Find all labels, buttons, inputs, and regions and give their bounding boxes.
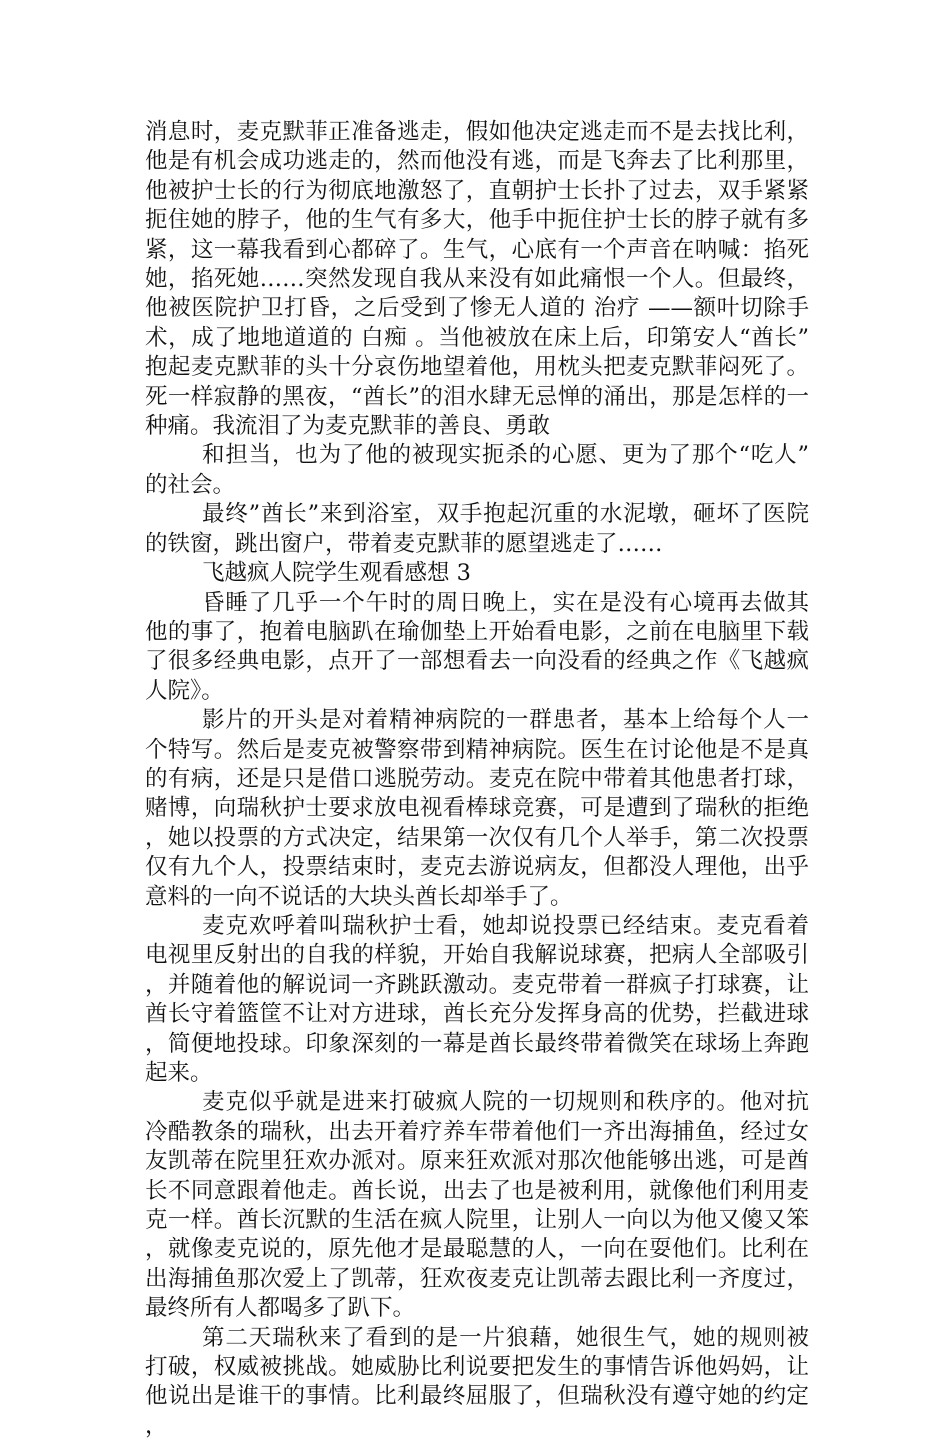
paragraph-8: 第二天瑞秋来了看到的是一片狼藉，她很生气，她的规则被打破，权威被挑战。她威胁比利说要把发生的事情告诉他妈妈，让他说出是谁干的事情。比利最终屈服了，但瑞秋没有遵守她的约定， — [145, 1324, 809, 1439]
paragraph-6: 麦克欢呼着叫瑞秋护士看，她却说投票已经结束。麦克看着电视里反射出的自我的样貌，开始自我解说球赛，把病人全部吸引，并随着他的解说词一齐跳跃激动。麦克带着一群疯子打球赛，让酋长守着篮筐不让对方进球，酋长充分发挥身高的优势，拦截进球，简便地投球。印象深刻的一幕是酋长最终带着微笑在球场上奔跑起来。 — [145, 912, 809, 1086]
section-heading: 飞越疯人院学生观看感想 3 — [202, 560, 471, 587]
paragraph-3: 最终”酋长”来到浴室，双手抱起沉重的水泥墩，砸坏了医院的铁窗，跳出窗户，带着麦克默菲的愿望逃走了…… — [145, 501, 809, 557]
paragraph-1: 消息时，麦克默菲正准备逃走，假如他决定逃走而不是去找比利，他是有机会成功逃走的，然而他没有逃，而是飞奔去了比利那里，他被护士长的行为彻底地激怒了，直朝护士长扑了过去，双手紧紧扼住她的脖子，他的生气有多大，他手中扼住护士长的脖子就有多紧，这一幕我看到心都碎了。生气，心底有一个声音在呐喊：掐死她，掐死她……突然发现自我从来没有如此痛恨一个人。但最终，他被医院护卫打昏，之后受到了惨无人道的 治疗 ——额叶切除手术，成了地地道道的 白痴 。当他被放在床上后，印第安人“酋长”抱起麦克默菲的头十分哀伤地望着他，用枕头把麦克默菲闷死了。死一样寂静的黑夜，“酋长”的泪水肆无忌惮的涌出，那是怎样的一种痛。我流泪了为麦克默菲的善良、勇敢 — [145, 119, 809, 440]
document-body — [145, 118, 809, 1441]
paragraph-7: 麦克似乎就是进来打破疯人院的一切规则和秩序的。他对抗冷酷教条的瑞秋，出去开着疗养车带着他们一齐出海捕鱼，经过女友凯蒂在院里狂欢办派对。原来狂欢派对那次他能够出逃，可是酋长不同意跟着他走。酋长说，出去了也是被利用，就像他们利用麦克一样。酋长沉默的生活在疯人院里，让别人一向以为他又傻又笨，就像麦克说的，原先他才是最聪慧的人，一向在耍他们。比利在出海捕鱼那次爱上了凯蒂，狂欢夜麦克让凯蒂去跟比利一齐度过，最终所有人都喝多了趴下。 — [145, 1089, 809, 1322]
paragraph-5: 影片的开头是对着精神病院的一群患者，基本上给每个人一个特写。然后是麦克被警察带到精神病院。医生在讨论他是不是真的有病，还是只是借口逃脱劳动。麦克在院中带着其他患者打球，赌博，向瑞秋护士要求放电视看棒球竞赛，可是遭到了瑞秋的拒绝，她以投票的方式决定，结果第一次仅有几个人举手，第二次投票仅有九个人，投票结束时，麦克去游说病友，但都没人理他，出乎意料的一向不说话的大块头酋长却举手了。 — [145, 707, 809, 910]
paragraph-4: 昏睡了几乎一个午时的周日晚上，实在是没有心境再去做其他的事了，抱着电脑趴在瑜伽垫上开始看电影，之前在电脑里下载了很多经典电影，点开了一部想看去一向没看的经典之作《飞越疯人院》。 — [145, 589, 809, 704]
paragraph-2: 和担当，也为了他的被现实扼杀的心愿、更为了那个“吃人”的社会。 — [145, 442, 809, 498]
